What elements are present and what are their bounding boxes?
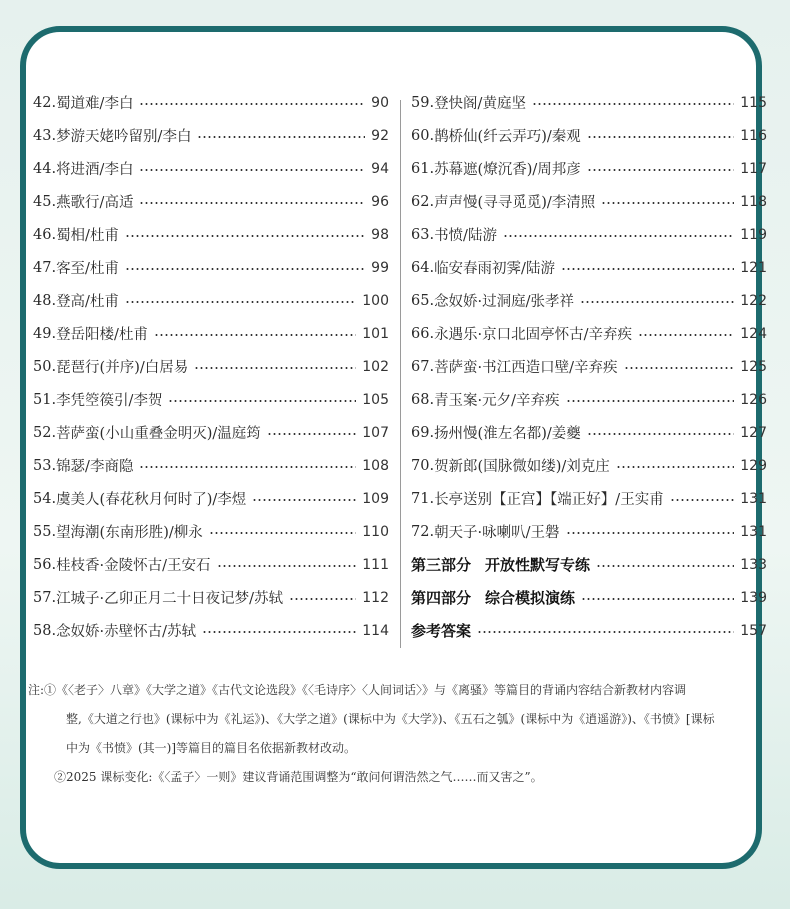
toc-entry[interactable] [411, 416, 767, 449]
toc-entry[interactable] [411, 218, 767, 251]
section-gap [471, 556, 485, 574]
toc-entry[interactable] [411, 383, 767, 416]
dot-leader [125, 235, 365, 237]
entry-title: 桂枝香·金陵怀古/王安石 [56, 558, 211, 574]
dot-leader [125, 268, 365, 270]
entry-page: 119 [740, 226, 767, 243]
dot-leader [596, 565, 734, 567]
entry-title: 菩萨蛮(小山重叠金明灭)/温庭筠 [56, 426, 261, 442]
dot-leader [209, 532, 357, 534]
toc-entry[interactable] [411, 350, 767, 383]
toc-entry[interactable] [411, 185, 767, 218]
toc-entry[interactable] [411, 251, 767, 284]
entry-page: 131 [740, 523, 767, 540]
dot-leader [581, 598, 734, 600]
entry-number: 49. [33, 325, 57, 342]
entry-number: 64. [411, 259, 435, 276]
toc-entry[interactable] [33, 350, 389, 383]
dot-leader [624, 367, 735, 369]
entry-title: 临安春雨初霁/陆游 [434, 261, 555, 277]
section-page: 157 [740, 622, 767, 639]
entry-page: 108 [362, 457, 389, 474]
dot-leader [616, 466, 735, 468]
toc-entry[interactable] [411, 449, 767, 482]
entry-title: 贺新郎(国脉微如缕)/刘克庄 [434, 459, 610, 475]
entry-page: 131 [740, 490, 767, 507]
entry-page: 107 [362, 424, 389, 441]
entry-title: 登高/杜甫 [56, 294, 119, 310]
section-name: 综合模拟演练 [485, 589, 576, 607]
entry-number: 60. [411, 127, 435, 144]
entry-title: 燕歌行/高适 [56, 195, 134, 211]
entry-title: 书愤/陆游 [434, 228, 497, 244]
toc-entry[interactable] [33, 317, 389, 350]
entry-title: 念奴娇·赤壁怀古/苏轼 [56, 624, 197, 640]
entry-number: 45. [33, 193, 57, 210]
toc-entry[interactable] [33, 416, 389, 449]
entry-page: 111 [362, 556, 389, 573]
footnotes [28, 676, 748, 792]
entry-title: 琵琶行(并序)/白居易 [56, 360, 189, 376]
dot-leader [503, 235, 734, 237]
section-name: 开放性默写专练 [485, 556, 591, 574]
entry-number: 50. [33, 358, 57, 375]
entry-page: 92 [371, 127, 389, 144]
column-divider [400, 100, 401, 648]
footnote-line: 中为《书愤》(其一)]等篇目的篇目名依据新教材改动。 [66, 741, 357, 755]
dot-leader [202, 631, 356, 633]
dot-leader [139, 169, 365, 171]
entry-title: 登岳阳楼/杜甫 [56, 327, 148, 343]
section-page: 133 [740, 556, 767, 573]
toc-entry[interactable] [33, 152, 389, 185]
dot-leader [252, 499, 356, 501]
entry-number: 70. [411, 457, 435, 474]
entry-number: 62. [411, 193, 435, 210]
entry-number: 47. [33, 259, 57, 276]
dot-leader [197, 136, 365, 138]
toc-entry[interactable] [33, 251, 389, 284]
entry-title: 江城子·乙卯正月二十日夜记梦/苏轼 [56, 591, 284, 607]
dot-leader [289, 598, 356, 600]
entry-title: 声声慢(寻寻觅觅)/李清照 [434, 195, 596, 211]
entry-number: 72. [411, 523, 435, 540]
entry-number: 56. [33, 556, 57, 573]
toc-entry[interactable] [33, 482, 389, 515]
entry-page: 101 [362, 325, 389, 342]
entry-title: 蜀相/杜甫 [56, 228, 119, 244]
entry-page: 116 [740, 127, 767, 144]
toc-entry[interactable] [411, 482, 767, 515]
entry-page: 121 [740, 259, 767, 276]
dot-leader [217, 565, 357, 567]
dot-leader [587, 169, 735, 171]
section-label: 第三部分 [411, 556, 472, 574]
entry-page: 115 [740, 94, 767, 111]
dot-leader [154, 334, 356, 336]
toc-entry[interactable] [33, 284, 389, 317]
entry-title: 蜀道难/李白 [56, 96, 134, 112]
entry-number: 54. [33, 490, 57, 507]
entry-page: 100 [362, 292, 389, 309]
dot-leader [477, 631, 734, 633]
section-page: 139 [740, 589, 767, 606]
dot-leader [267, 433, 357, 435]
entry-number: 69. [411, 424, 435, 441]
entry-title: 朝天子·咏喇叭/王磐 [434, 525, 560, 541]
toc-entry[interactable] [411, 284, 767, 317]
entry-title: 苏幕遮(燎沉香)/周邦彦 [434, 162, 581, 178]
entry-title: 登快阁/黄庭坚 [434, 96, 526, 112]
entry-page: 96 [371, 193, 389, 210]
entry-number: 59. [411, 94, 435, 111]
entry-page: 114 [362, 622, 389, 639]
footnote-line: ②2025 课标变化:《〈孟子〉一则》建议背诵范围调整为“敢问何谓浩然之气……而又害之”。 [54, 770, 543, 784]
dot-leader [532, 103, 734, 105]
toc-section-3[interactable] [411, 548, 767, 581]
entry-title: 菩萨蛮·书江西造口壁/辛弃疾 [434, 360, 618, 376]
entry-page: 117 [740, 160, 767, 177]
dot-leader [580, 301, 734, 303]
entry-page: 122 [740, 292, 767, 309]
toc-section-answers[interactable] [411, 614, 767, 647]
entry-title: 青玉案·元夕/辛弃疾 [434, 393, 560, 409]
entry-title: 永遇乐·京口北固亭怀古/辛弃疾 [434, 327, 633, 343]
entry-number: 61. [411, 160, 435, 177]
entry-number: 68. [411, 391, 435, 408]
entry-title: 将进酒/李白 [56, 162, 134, 178]
entry-number: 42. [33, 94, 57, 111]
toc-right-column [411, 86, 767, 647]
entry-number: 65. [411, 292, 435, 309]
entry-title: 望海潮(东南形胜)/柳永 [56, 525, 203, 541]
entry-number: 48. [33, 292, 57, 309]
toc-entry[interactable] [33, 449, 389, 482]
entry-page: 125 [740, 358, 767, 375]
dot-leader [194, 367, 356, 369]
entry-page: 90 [371, 94, 389, 111]
entry-number: 46. [33, 226, 57, 243]
entry-title: 鹊桥仙(纤云弄巧)/秦观 [434, 129, 581, 145]
entry-page: 129 [740, 457, 767, 474]
toc-entry[interactable] [411, 86, 767, 119]
entry-number: 43. [33, 127, 57, 144]
entry-page: 94 [371, 160, 389, 177]
entry-page: 110 [362, 523, 389, 540]
entry-page: 112 [362, 589, 389, 606]
entry-number: 53. [33, 457, 57, 474]
entry-number: 63. [411, 226, 435, 243]
entry-page: 126 [740, 391, 767, 408]
dot-leader [139, 202, 365, 204]
entry-number: 55. [33, 523, 57, 540]
dot-leader [638, 334, 734, 336]
toc-section-4[interactable] [411, 581, 767, 614]
dot-leader [670, 499, 735, 501]
dot-leader [566, 400, 735, 402]
entry-page: 98 [371, 226, 389, 243]
entry-page: 105 [362, 391, 389, 408]
dot-leader [561, 268, 734, 270]
toc-entry[interactable] [411, 152, 767, 185]
footnote-line: 注:①《〈老子〉八章》《大学之道》《古代文论选段》《〈毛诗序〉〈人间词话〉》与《离骚》等篇目的背诵内容结合新教材内容调 [28, 683, 687, 697]
dot-leader [168, 400, 356, 402]
toc-entry[interactable] [33, 383, 389, 416]
footnote-line: 整,《大道之行也》(课标中为《礼运》)、《大学之道》(课标中为《大学》)、《五石之瓠》(课标中为《逍遥游》)、《书愤》[课标 [66, 712, 715, 726]
entry-number: 71. [411, 490, 435, 507]
entry-number: 57. [33, 589, 57, 606]
dot-leader [587, 136, 735, 138]
entry-page: 102 [362, 358, 389, 375]
toc-entry[interactable] [411, 119, 767, 152]
section-label: 参考答案 [411, 622, 472, 640]
section-label: 第四部分 [411, 589, 472, 607]
dot-leader [566, 532, 735, 534]
dot-leader [601, 202, 734, 204]
toc-entry[interactable] [33, 515, 389, 548]
dot-leader [139, 103, 365, 105]
entry-title: 扬州慢(淮左名都)/姜夔 [434, 426, 581, 442]
dot-leader [125, 301, 356, 303]
entry-page: 118 [740, 193, 767, 210]
entry-page: 109 [362, 490, 389, 507]
toc-left-column [33, 86, 389, 647]
entry-title: 锦瑟/李商隐 [56, 459, 134, 475]
toc-entry[interactable] [33, 218, 389, 251]
section-gap [471, 589, 485, 607]
toc-entry[interactable] [33, 548, 389, 581]
entry-title: 长亭送别【正宫】【端正好】/王实甫 [434, 492, 664, 508]
entry-page: 127 [740, 424, 767, 441]
entry-page: 124 [740, 325, 767, 342]
toc-entry[interactable] [411, 515, 767, 548]
entry-number: 58. [33, 622, 57, 639]
toc-entry[interactable] [33, 119, 389, 152]
dot-leader [587, 433, 735, 435]
entry-number: 67. [411, 358, 435, 375]
entry-title: 客至/杜甫 [56, 261, 119, 277]
toc-entry[interactable] [33, 614, 389, 647]
toc-entry[interactable] [33, 581, 389, 614]
entry-title: 虞美人(春花秋月何时了)/李煜 [56, 492, 247, 508]
entry-number: 44. [33, 160, 57, 177]
entry-title: 梦游天姥吟留别/李白 [56, 129, 192, 145]
toc-entry[interactable] [33, 86, 389, 119]
entry-number: 52. [33, 424, 57, 441]
entry-title: 李凭箜篌引/李贺 [56, 393, 163, 409]
entry-number: 51. [33, 391, 57, 408]
entry-title: 念奴娇·过洞庭/张孝祥 [434, 294, 575, 310]
toc-entry[interactable] [411, 317, 767, 350]
toc-entry[interactable] [33, 185, 389, 218]
entry-page: 99 [371, 259, 389, 276]
entry-number: 66. [411, 325, 435, 342]
dot-leader [139, 466, 356, 468]
